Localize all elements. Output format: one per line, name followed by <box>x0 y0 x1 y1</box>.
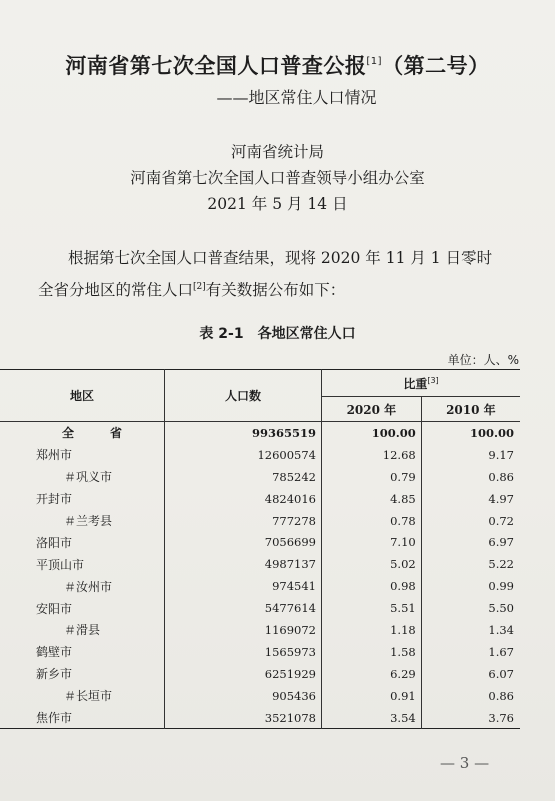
issuer-statistics-bureau: 河南省统计局 <box>230 143 324 161</box>
ratio-2020-cell: 0.78 <box>322 510 422 532</box>
ratio-2010-cell: 4.97 <box>488 491 514 506</box>
table-row <box>0 422 520 444</box>
header-ratio-footnote-ref: [3] <box>427 375 439 385</box>
table-row <box>0 510 520 532</box>
ratio-2010-cell: 1.67 <box>488 644 514 659</box>
population-table <box>0 369 520 729</box>
table-row <box>0 531 520 553</box>
intro-line-2 <box>38 273 518 305</box>
region-cell: 新乡市 <box>0 663 165 685</box>
ratio-2010-cell: 5.50 <box>488 601 514 616</box>
ratio-2010-cell: 0.86 <box>488 688 514 703</box>
region-cell: 安阳市 <box>0 597 165 619</box>
population-cell: 4824016 <box>165 488 322 510</box>
table-body <box>0 422 520 729</box>
ratio-2020-cell: 1.58 <box>322 641 422 663</box>
ratio-2020-cell: 5.02 <box>322 553 422 575</box>
ratio-2020-cell: 12.68 <box>322 444 422 466</box>
issuer-census-office: 河南省第七次全国人口普查领导小组办公室 <box>130 169 425 187</box>
bulletin-title-text: 河南省第七次全国人口普查公报 <box>65 54 367 78</box>
ratio-2010-cell: 0.86 <box>488 469 514 484</box>
bulletin-subtitle: ——地区常住人口情况 <box>216 88 377 107</box>
table-row <box>0 641 520 663</box>
ratio-2010-cell: 6.97 <box>488 535 514 550</box>
region-cell: ＃汝州市 <box>0 575 165 597</box>
population-cell: 777278 <box>165 510 322 532</box>
ratio-2020-cell: 0.98 <box>322 575 422 597</box>
table-row <box>0 663 520 685</box>
population-cell: 5477614 <box>165 597 322 619</box>
intro-line-2-b: 有关数据公布如下： <box>205 281 346 300</box>
table-caption: 表 2-1 各地区常住人口 <box>199 326 356 342</box>
population-cell: 974541 <box>165 575 322 597</box>
ratio-2010-cell: 100.00 <box>469 425 514 440</box>
ratio-2020-cell: 0.91 <box>322 685 422 707</box>
bulletin-title <box>0 50 555 80</box>
table-row <box>0 707 520 729</box>
ratio-2010-cell: 0.72 <box>488 513 514 528</box>
region-cell: ＃滑县 <box>0 619 165 641</box>
ratio-2010-cell: 0.99 <box>488 579 514 594</box>
table-row <box>0 575 520 597</box>
region-cell: 焦作市 <box>0 707 165 729</box>
population-cell: 905436 <box>165 685 322 707</box>
table-row <box>0 444 520 466</box>
region-cell: 鹤壁市 <box>0 641 165 663</box>
header-ratio-label: 比重 <box>403 376 428 391</box>
ratio-2020-cell: 6.29 <box>322 663 422 685</box>
table-row <box>0 597 520 619</box>
ratio-2020-cell: 4.85 <box>322 488 422 510</box>
region-cell: ＃兰考县 <box>0 510 165 532</box>
region-cell: 洛阳市 <box>0 531 165 553</box>
region-cell: 开封市 <box>0 488 165 510</box>
population-cell: 4987137 <box>165 553 322 575</box>
header-region: 地区 <box>0 370 165 422</box>
population-cell: 3521078 <box>165 707 322 729</box>
region-cell: ＃长垣市 <box>0 685 165 707</box>
population-cell: 99365519 <box>165 422 322 444</box>
bulletin-issue-number: （第二号） <box>382 54 490 78</box>
ratio-2020-cell: 3.54 <box>322 707 422 729</box>
intro-footnote-ref: [2] <box>193 282 206 292</box>
table-row <box>0 488 520 510</box>
ratio-2020-cell: 0.79 <box>322 466 422 488</box>
population-cell: 7056699 <box>165 531 322 553</box>
table-row <box>0 553 520 575</box>
title-footnote-ref: [1] <box>366 56 383 67</box>
header-2020: 2020 年 <box>322 397 422 422</box>
ratio-2020-cell: 100.00 <box>322 422 422 444</box>
ratio-2010-cell: 6.07 <box>488 666 514 681</box>
population-cell: 6251929 <box>165 663 322 685</box>
region-cell: ＃巩义市 <box>0 466 165 488</box>
header-2010: 2010 年 <box>421 397 520 422</box>
population-cell: 785242 <box>165 466 322 488</box>
ratio-2010-cell: 3.76 <box>488 710 514 725</box>
ratio-2020-cell: 7.10 <box>322 531 422 553</box>
header-ratio <box>322 370 521 397</box>
ratio-2020-cell: 5.51 <box>322 597 422 619</box>
population-cell: 12600574 <box>165 444 322 466</box>
table-row <box>0 685 520 707</box>
page-number: — 3 — <box>440 754 490 772</box>
region-cell: 郑州市 <box>0 444 165 466</box>
intro-line-1: 根据第七次全国人口普查结果，现将 2020 年 11 月 1 日零时 <box>68 249 493 267</box>
intro-paragraph <box>38 244 518 305</box>
region-cell: 全 省 <box>0 422 165 444</box>
ratio-2010-cell: 1.34 <box>488 622 514 637</box>
ratio-2020-cell: 1.18 <box>322 619 422 641</box>
population-cell: 1565973 <box>165 641 322 663</box>
ratio-2010-cell: 9.17 <box>488 447 514 462</box>
intro-line-2-a: 全省分地区的常住人口 <box>38 281 194 300</box>
population-cell: 1169072 <box>165 619 322 641</box>
table-row <box>0 466 520 488</box>
issue-date: 2021 年 5 月 14 日 <box>207 195 348 213</box>
table-unit: 单位：人、% <box>447 353 519 367</box>
ratio-2010-cell: 5.22 <box>488 557 514 572</box>
table-row <box>0 619 520 641</box>
region-cell: 平顶山市 <box>0 553 165 575</box>
header-population: 人口数 <box>165 370 322 422</box>
